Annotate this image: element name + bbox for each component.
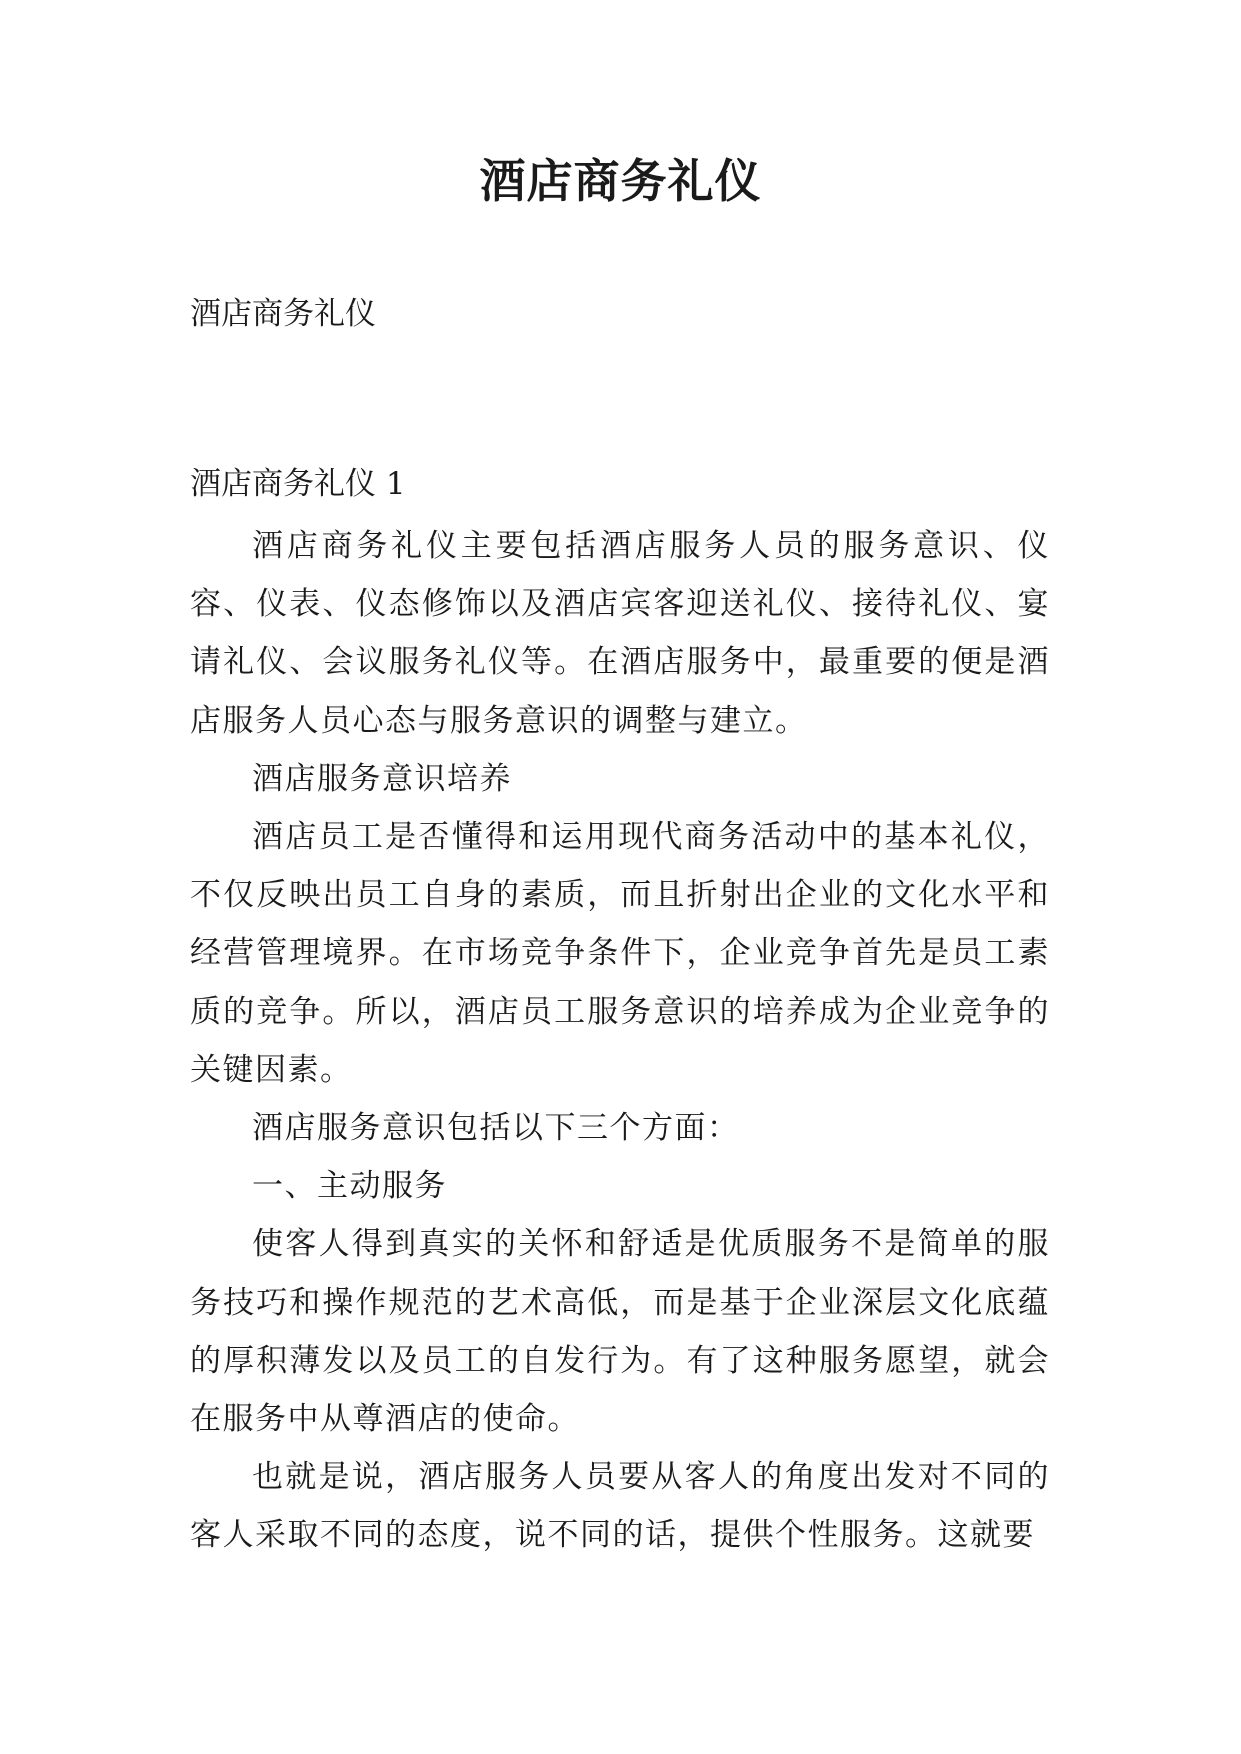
paragraph: 酒店服务意识包括以下三个方面： <box>252 1110 740 1147</box>
paragraph: 一、主动服务 <box>252 1168 447 1205</box>
paragraph: 使客人得到真实的关怀和舒适是优质服务不是简单的服务技巧和操作规范的艺术高低，而是基于企业深层文化底蕴的厚积薄发以及员工的自发行为。有了这种服务愿望，就会在服务中从尊酒店的使命。 <box>190 1226 1050 1438</box>
paragraph: 酒店服务意识培养 <box>252 760 512 797</box>
paragraph: 酒店员工是否懂得和运用现代商务活动中的基本礼仪，不仅反映出员工自身的素质，而且折射出企业的文化水平和经营管理境界。在市场竞争条件下，企业竞争首先是员工素质的竞争。所以，酒店员工服务意识的培养成为企业竞争的关键因素。 <box>190 819 1050 1088</box>
paragraph: 酒店商务礼仪主要包括酒店服务人员的服务意识、仪容、仪表、仪态修饰以及酒店宾客迎送礼仪、接待礼仪、宴请礼仪、会议服务礼仪等。在酒店服务中，最重要的便是酒店服务人员心态与服务意识的调整与建立。 <box>190 528 1050 739</box>
section-heading: 酒店商务礼仪 1 <box>190 466 406 502</box>
document-body <box>190 517 1050 1565</box>
document-subtitle: 酒店商务礼仪 <box>190 296 376 332</box>
document-title: 酒店商务礼仪 <box>479 154 762 208</box>
paragraph: 也就是说，酒店服务人员要从客人的角度出发对不同的客人采取不同的态度，说不同的话，提供个性服务。这就要 <box>190 1459 1050 1554</box>
